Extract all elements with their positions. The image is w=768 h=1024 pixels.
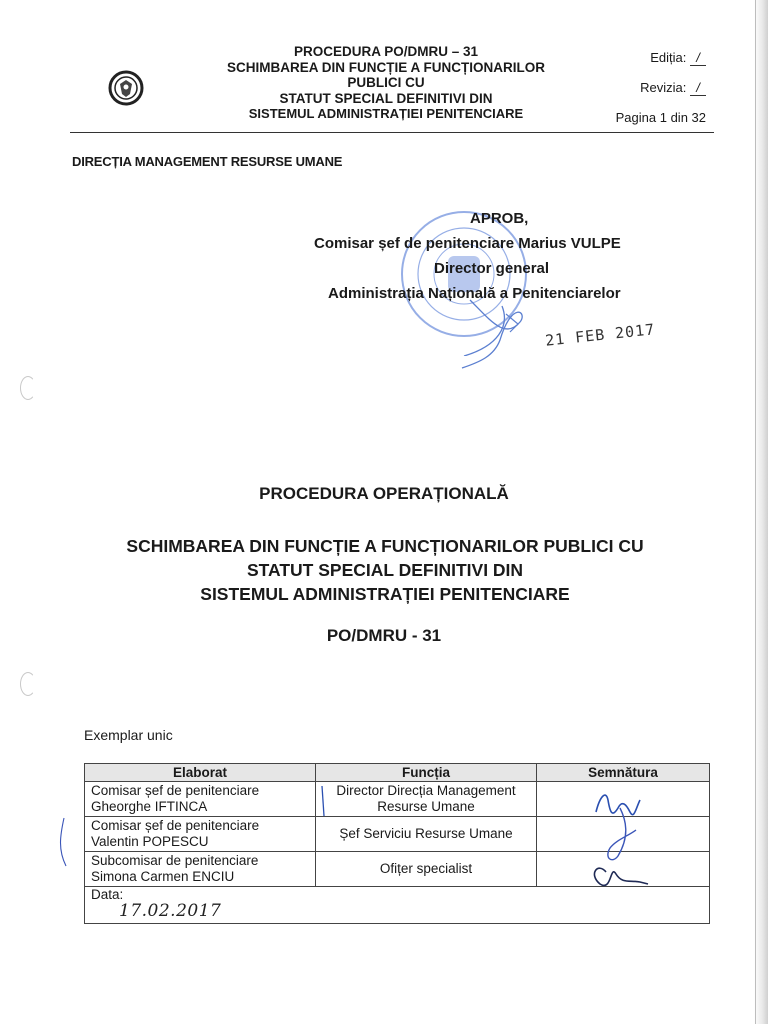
exemplar-note: Exemplar unic — [84, 727, 173, 743]
header-functia: Funcția — [316, 764, 537, 782]
edition-value: / — [690, 50, 706, 66]
direction-name: DIRECȚIA MANAGEMENT RESURSE UMANE — [72, 154, 343, 169]
approver-institution: Administrația Națională a Penitenciarelor — [328, 285, 621, 302]
institution-emblem-icon — [108, 70, 144, 106]
header-title — [196, 44, 576, 122]
author-cell — [85, 817, 316, 852]
author-rank: Comisar șef de penitenciare — [91, 783, 260, 798]
handwritten-date: 17.02.2017 — [119, 901, 222, 921]
document-title-line: SISTEMUL ADMINISTRAȚIEI PENITENCIARE — [200, 584, 570, 604]
header-elaborat: Elaborat — [85, 764, 316, 782]
table-row — [85, 782, 710, 817]
header-semnatura: Semnătura — [537, 764, 710, 782]
signature-cell — [537, 852, 710, 887]
header-divider — [70, 132, 714, 133]
page-info: Pagina 1 din 32 — [615, 110, 706, 125]
header-title-line: PROCEDURA PO/DMRU – 31 — [293, 44, 479, 59]
document-title — [40, 534, 730, 606]
edition-label: Ediția: — [650, 50, 687, 65]
approval-label: APROB, — [470, 210, 529, 227]
author-name: Valentin POPESCU — [91, 834, 209, 849]
revision-label: Revizia: — [640, 80, 687, 95]
pen-tick-left — [61, 818, 67, 866]
date-row — [85, 887, 710, 924]
page-edge-shadow — [754, 0, 768, 1024]
author-name: Simona Carmen ENCIU — [91, 869, 235, 884]
signature-cell — [537, 817, 710, 852]
author-name: Gheorghe IFTINCA — [91, 799, 208, 814]
table-row — [85, 852, 710, 887]
punch-hole-bottom — [20, 672, 36, 696]
function-cell: Director Direcția Management Resurse Umane — [316, 782, 537, 817]
signature-cell — [537, 782, 710, 817]
function-cell: Șef Serviciu Resurse Umane — [316, 817, 537, 852]
author-rank: Comisar șef de penitenciare — [91, 818, 260, 833]
elaboration-table — [84, 763, 710, 924]
table-row — [85, 817, 710, 852]
author-cell — [85, 852, 316, 887]
header-title-line: SCHIMBAREA DIN FUNCȚIE A FUNCȚIONARILOR — [227, 59, 545, 75]
punch-hole-top — [20, 376, 36, 400]
approver-role: Director general — [434, 260, 550, 277]
revision-row — [640, 80, 706, 96]
document-type: PROCEDURA OPERAȚIONALĂ — [259, 484, 509, 503]
edition-row — [650, 50, 706, 66]
header-title-line: STATUT SPECIAL DEFINITIVI DIN — [279, 90, 493, 106]
header-title-line: PUBLICI CU — [347, 75, 425, 90]
header-title-line: SISTEMUL ADMINISTRAȚIEI PENITENCIARE — [248, 106, 524, 121]
revision-value: / — [690, 80, 706, 96]
date-label: Data: — [91, 887, 124, 902]
function-cell: Ofițer specialist — [316, 852, 537, 887]
author-cell — [85, 782, 316, 817]
document-code: PO/DMRU - 31 — [326, 626, 442, 645]
document-title-line: SCHIMBAREA DIN FUNCȚIE A FUNCȚIONARILOR PUBLICI CU — [126, 536, 644, 556]
page-edge-line — [755, 0, 756, 1024]
table-header-row — [85, 764, 710, 782]
document-title-line: STATUT SPECIAL DEFINITIVI DIN — [246, 560, 524, 580]
approval-date-stamp: 21 FEB 2017 — [544, 320, 656, 350]
author-rank: Subcomisar de penitenciare — [91, 853, 259, 868]
approver-name: Comisar șef de penitenciare Marius VULPE — [314, 235, 621, 252]
date-cell — [85, 887, 710, 924]
approval-block — [300, 206, 690, 306]
